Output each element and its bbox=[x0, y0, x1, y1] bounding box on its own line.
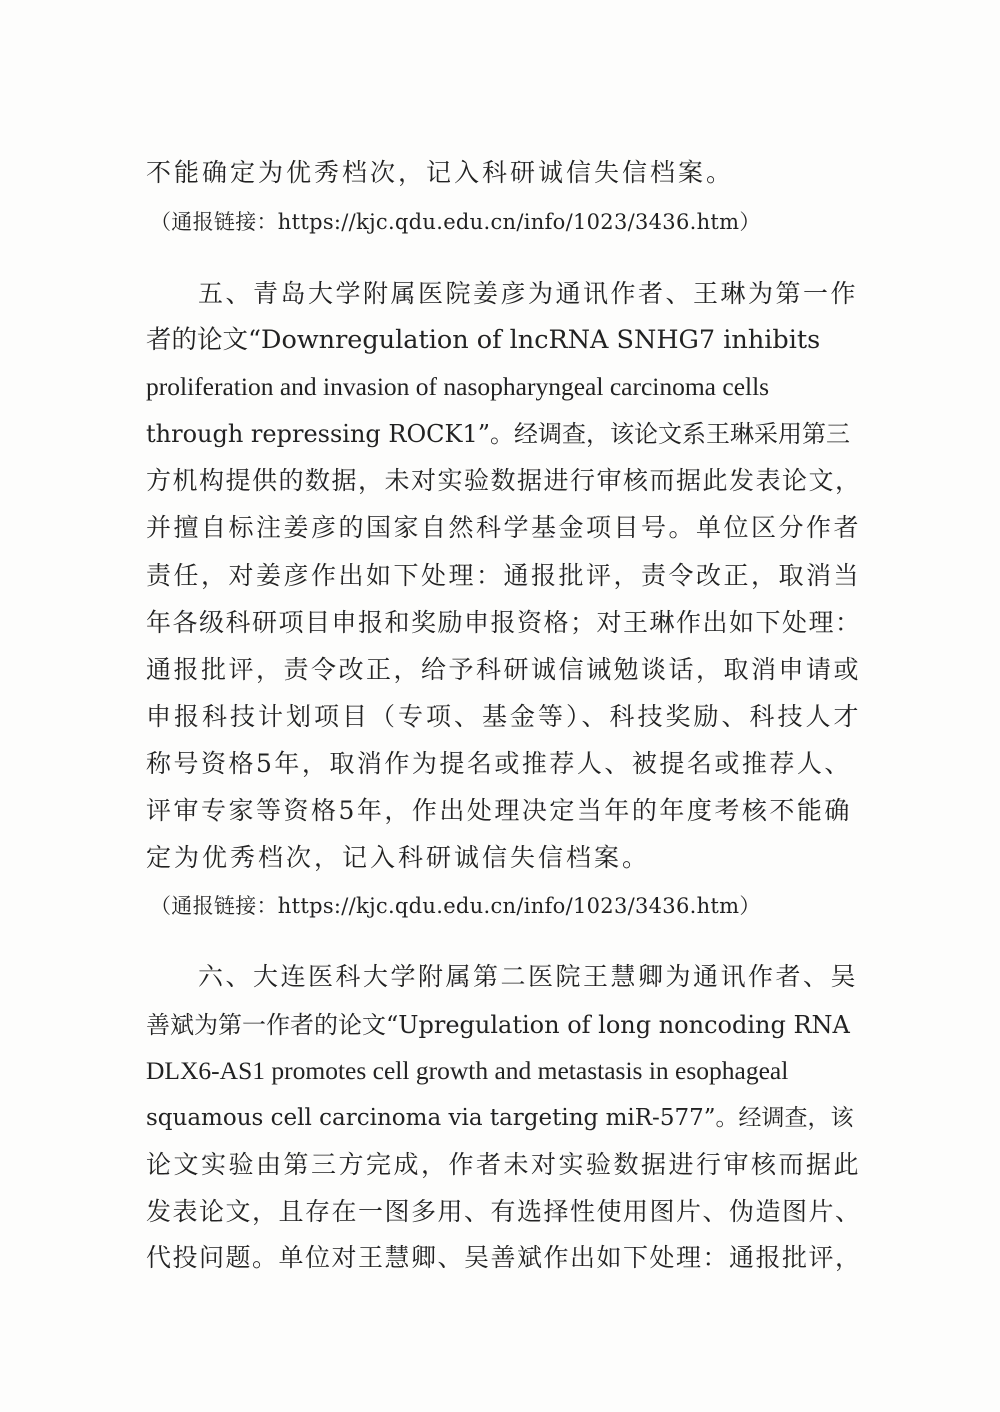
paragraph-line: 责任，对姜彦作出如下处理：通报批评，责令改正，取消当 bbox=[146, 561, 862, 590]
paragraph-line: 定为优秀档次，记入科研诚信失信档案。 bbox=[146, 843, 651, 872]
paragraph-line: 者的论文“Downregulation of lncRNA SNHG7 inhibits bbox=[146, 325, 821, 355]
paragraph-line: 申报科技计划项目（专项、基金等）、科技奖励、科技人才 bbox=[146, 702, 862, 731]
paragraph-line: 代投问题。单位对王慧卿、吴善斌作出如下处理：通报批评， bbox=[146, 1243, 862, 1272]
paragraph-line: 通报批评，责令改正，给予科研诚信诫勉谈话，取消申请或 bbox=[146, 655, 862, 684]
notice-link: （通报链接：https://kjc.qdu.edu.cn/info/1023/3436.htm） bbox=[150, 210, 761, 234]
paragraph-line: 评审专家等资格5年，作出处理决定当年的年度考核不能确 bbox=[146, 796, 852, 825]
paragraph-line: 论文实验由第三方完成，作者未对实验数据进行审核而据此 bbox=[146, 1150, 862, 1179]
paragraph-line: DLX6-AS1 promotes cell growth and metastasis in esophageal bbox=[146, 1056, 789, 1085]
notice-link: （通报链接：https://kjc.qdu.edu.cn/info/1023/3436.htm） bbox=[150, 894, 761, 918]
paragraph-line: 方机构提供的数据，未对实验数据进行审核而据此发表论文， bbox=[146, 466, 862, 495]
paragraph-line: 五、青岛大学附属医院姜彦为通讯作者、王琳为第一作 bbox=[198, 279, 859, 308]
paragraph-line: proliferation and invasion of nasopharyngeal carcinoma cells bbox=[146, 372, 770, 401]
paragraph-line: squamous cell carcinoma via targeting miR-577”。经调查，该 bbox=[146, 1105, 854, 1131]
paragraph-line: 不能确定为优秀档次，记入科研诚信失信档案。 bbox=[146, 158, 735, 187]
paragraph-line: 善斌为第一作者的论文“Upregulation of long noncoding RNA bbox=[146, 1011, 850, 1039]
paragraph-line: 并擅自标注姜彦的国家自然科学基金项目号。单位区分作者 bbox=[146, 513, 862, 542]
paragraph-line: 年各级科研项目申报和奖励申报资格；对王琳作出如下处理： bbox=[146, 608, 862, 637]
paragraph-line: 六、大连医科大学附属第二医院王慧卿为通讯作者、吴 bbox=[198, 962, 859, 991]
paragraph-line: 称号资格5年，取消作为提名或推荐人、被提名或推荐人、 bbox=[146, 749, 852, 778]
paragraph-line: through repressing ROCK1”。经调查，该论文系王琳采用第三 bbox=[146, 420, 850, 448]
paragraph-line: 发表论文，且存在一图多用、有选择性使用图片、伪造图片、 bbox=[146, 1197, 862, 1226]
